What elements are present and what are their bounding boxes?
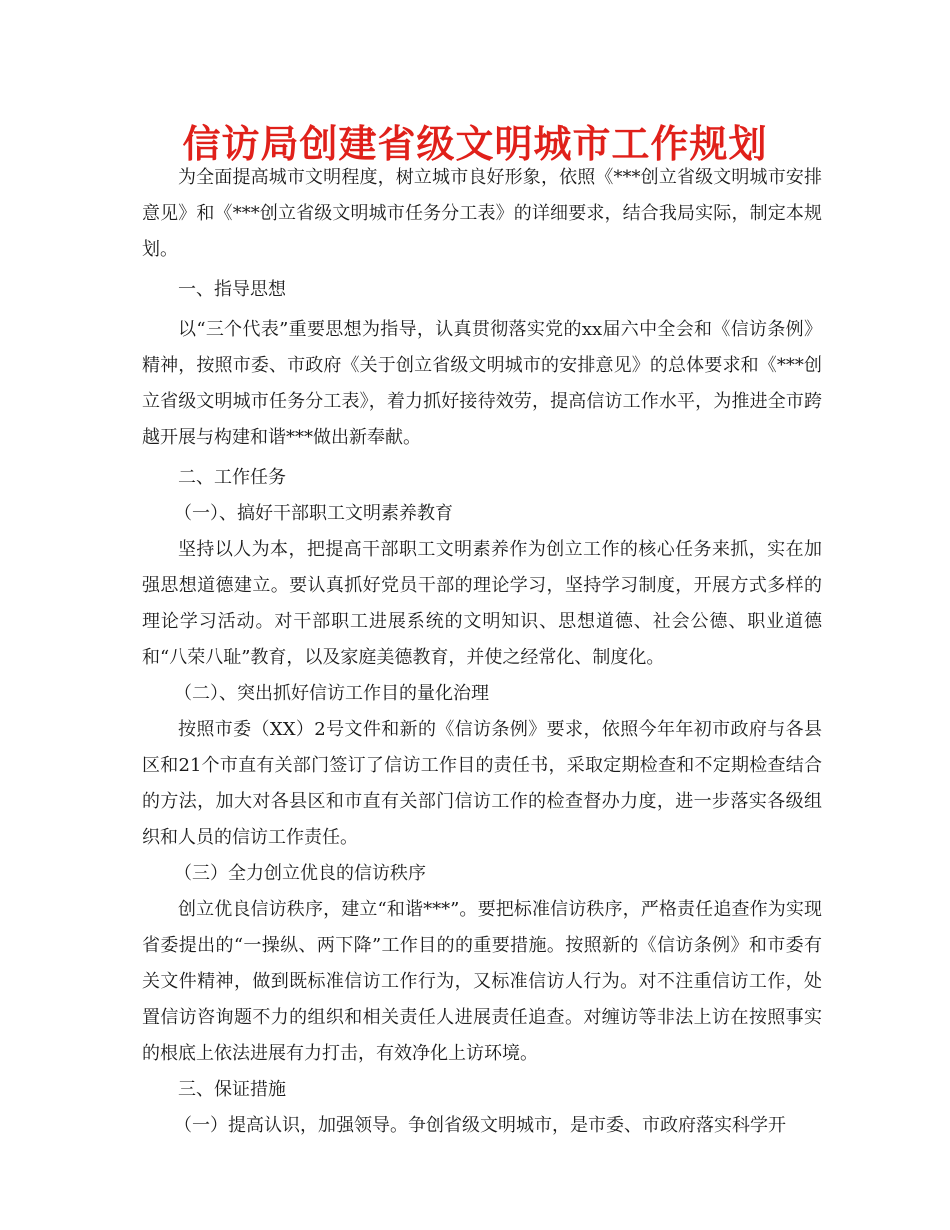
section-heading-work-tasks: 二、工作任务: [178, 467, 286, 488]
subheading-quantified-management: （二）、突出抓好信访工作目的量化治理: [174, 683, 489, 704]
guarantee-measures-paragraph: （一）提高认识，加强领导。争创省级文明城市，是市委、市政府落实科学开: [174, 1115, 786, 1136]
subheading-education: （一）、搞好干部职工文明素养教育: [174, 503, 453, 524]
section-heading-guiding-ideology: 一、指导思想: [178, 279, 286, 300]
document-body: [142, 160, 822, 1144]
intro-paragraph: 为全面提高城市文明程度，树立城市良好形象，依照《***创立省级文明城市安排意见》和《***创立省级文明城市任务分工表》的详细要求，结合我局实际，制定本规划。: [142, 167, 822, 260]
subheading-petition-order: （三）全力创立优良的信访秩序: [174, 863, 426, 884]
quantified-management-paragraph: 按照市委（XX）2号文件和新的《信访条例》要求，依照今年年初市政府与各县区和21个市直有关部门签订了信访工作目的责任书，采取定期检查和不定期检查结合的方法，加大对各县区和市直有关部门信访工作的检查督办力度，进一步落实各级组织和人员的信访工作责任。: [142, 719, 822, 848]
section-heading-guarantee-measures: 三、保证措施: [178, 1079, 286, 1100]
petition-order-paragraph: 创立优良信访秩序，建立“和谐***”。要把标准信访秩序，严格责任追查作为实现省委提出的“一操纵、两下降”工作目的的重要措施。按照新的《信访条例》和市委有关文件精神，做到既标准信访工作行为，又标准信访人行为。对不注重信访工作，处置信访咨询题不力的组织和相关责任人进展责任追查。对缠访等非法上访在按照事实的根底上依法进展有力打击，有效净化上访环境。: [142, 899, 822, 1064]
guiding-ideology-paragraph: 以“三个代表”重要思想为指导，认真贯彻落实党的xx届六中全会和《信访条例》精神，按照市委、市政府《关于创立省级文明城市的安排意见》的总体要求和《***创立省级文明城市任务分工表》，着力抓好接待效劳，提高信访工作水平，为推进全市跨越开展与构建和谐***做出新奉献。: [142, 319, 822, 448]
education-paragraph: 坚持以人为本，把提高干部职工文明素养作为创立工作的核心任务来抓，实在加强思想道德建立。要认真抓好党员干部的理论学习，坚持学习制度，开展方式多样的理论学习活动。对干部职工进展系统的文明知识、思想道德、社会公德、职业道德和“八荣八耻”教育，以及家庭美德教育，并使之经常化、制度化。: [142, 539, 822, 668]
document-title: 信访局创建省级文明城市工作规划: [182, 122, 768, 166]
